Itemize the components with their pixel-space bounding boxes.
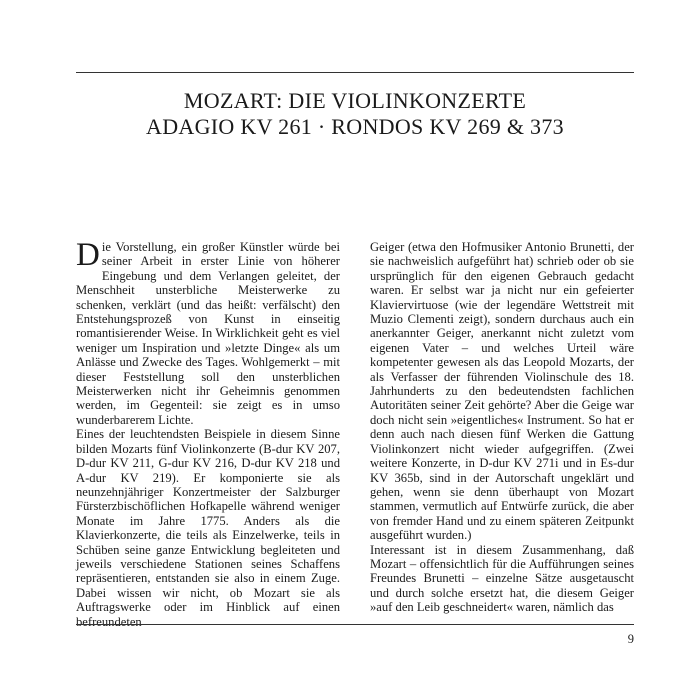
bottom-rule: [76, 624, 634, 625]
text-column-right: [370, 240, 634, 615]
paragraph-interesting: Interessant ist in diesem Zusammenhang, daß Mozart – offensichtlich für die Aufführungen seines Freundes Brunetti – einzelne Sätze ausgetauscht und durch solche ersetzt hat, die diesem Geiger »auf den Leib geschneidert« waren, nämlich das: [370, 542, 634, 615]
paragraph-intro-text: ie Vorstellung, ein großer Künstler würde bei seiner Arbeit in erster Linie von höherer Eingebung und dem Verlangen geleitet, der Menschheit unsterbliche Meisterwerke zu schenken, verklärt (und das heißt: verfälscht) den Entstehungsprozeß von Kunst in einseitig romantisierender Weise. In Wirklichkeit geht es viel weniger um Inspiration und »letzte Dinge« als um Anlässe und Zwecke des Tages. Wohlgemerkt – mit dieser Feststellung soll den unsterblichen Meisterwerken nicht ihr Geheimnis genommen werden, im Gegenteil: sie zeigt es in umso wunderbarerem Lichte.: [76, 240, 340, 427]
page-number: 9: [627, 632, 634, 646]
paragraph-intro: [76, 237, 340, 427]
paragraph-brunetti: Geiger (etwa den Hofmusiker Antonio Brunetti, der sie nachweislich aufgeführt hat) schrieb oder ob sie ursprünglich für den eigenen Gebrauch gedacht waren. Er selbst war ja nicht nur ein gefeierter Klaviervirtuose (wie der legendäre Wettstreit mit Muzio Clementi zeigt), sondern durchaus auch ein anerkannter Geiger, anerkannt nicht zuletzt vom eigenen Vater – und welches Urteil wäre kompetenter gewesen als das Leopold Mozarts, der als Verfasser der führenden Violinschule des 18. Jahrhunderts zu den bedeutendsten fachlichen Autoritäten seiner Zeit gehörte? Aber die Geige war doch nicht sein »eigentliches« Instrument. So hat er denn auch nach diesen fünf Werken die Gattung Violinkonzert nicht wieder aufgegriffen. (Zwei weitere Konzerte, in D-dur KV 271i und in Es-dur KV 365b, sind in der Autorschaft ungeklärt und gehen, wenn sie denn überhaupt von Mozart stammen, vermutlich auf Entwürfe zurück, die aber von fremder Hand und zu einem späteren Zeitpunkt ausgeführt wurden.): [370, 240, 634, 543]
page-title: MOZART: DIE VIOLINKONZERTE: [183, 88, 527, 113]
page-subtitle: ADAGIO KV 261 · RONDOS KV 269 & 373: [146, 114, 564, 139]
drop-cap: D: [76, 237, 100, 273]
paragraph-violin-concertos: Eines der leuchtendsten Beispiele in diesem Sinne bilden Mozarts fünf Violinkonzerte (B-dur KV 207, D-dur KV 211, G-dur KV 216, D-dur KV 218 und A-dur KV 219). Er komponierte sie als neunzehnjähriger Konzertmeister der Salzburger Fürsterzbischöflichen Hofkapelle während weniger Monate im Jahre 1775. Anders als die Klavierkonzerte, die teils als Einzelwerke, teils in Schüben seine ganze Entwicklung begleiteten und jeweils verschiedene Stationen seines Schaffens repräsentieren, entstanden sie also in einem Zuge. Dabei wissen wir nicht, ob Mozart sie als Auftragswerke oder im Hinblick auf einen befreundeten: [76, 427, 340, 629]
text-column-left: [76, 237, 340, 629]
top-rule: [76, 72, 634, 73]
